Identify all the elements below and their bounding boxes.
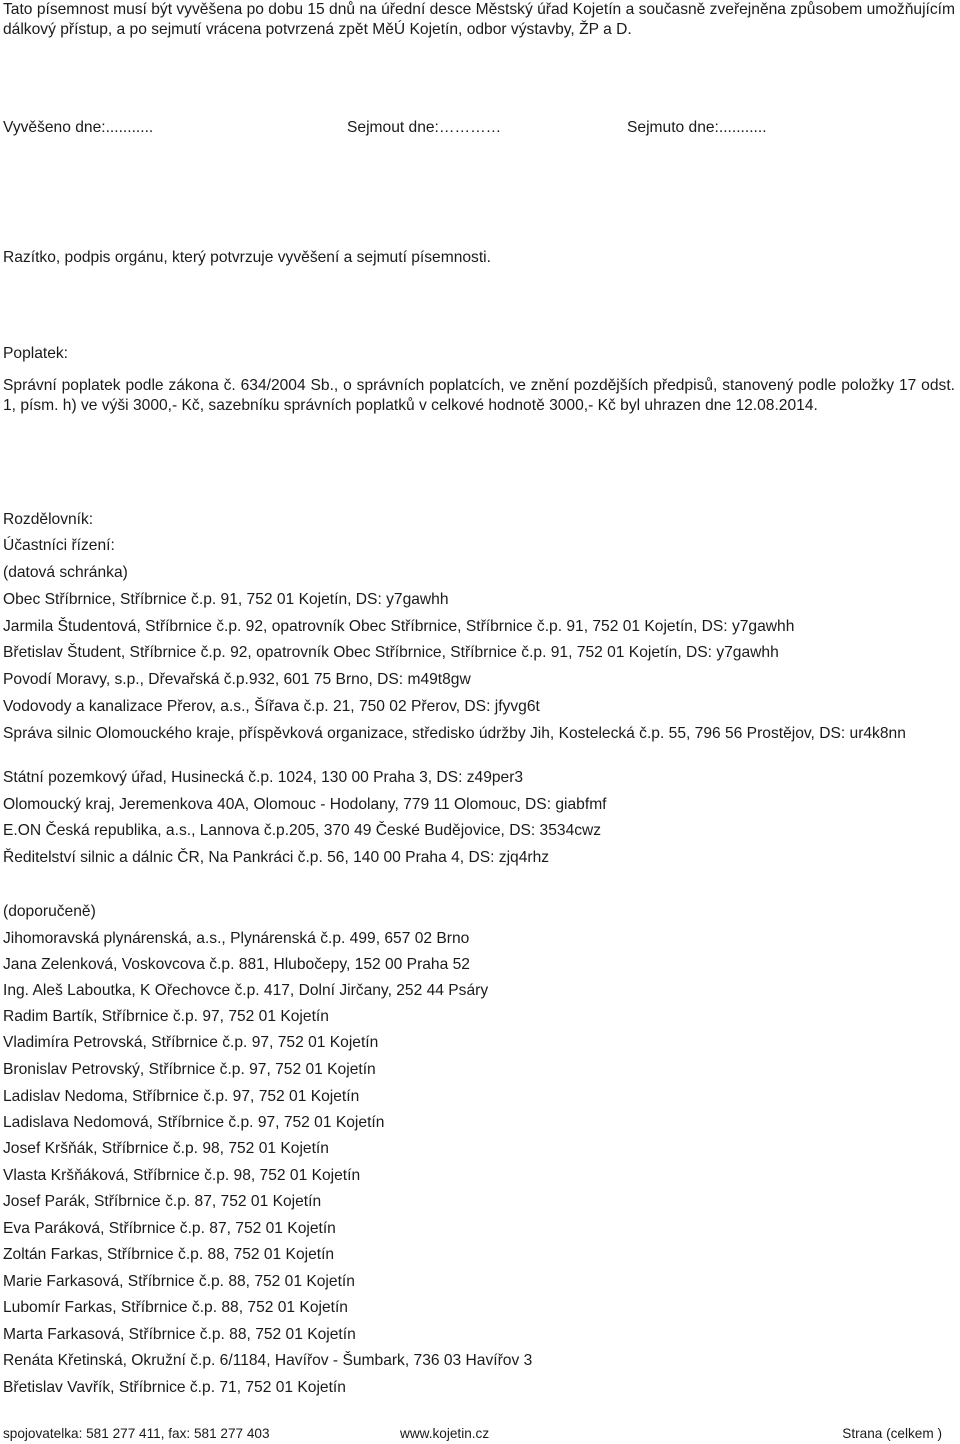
recipient-item: E.ON Česká republika, a.s., Lannova č.p.205, 370 49 České Budějovice, DS: 3534cwz <box>3 822 602 839</box>
recipient-item: Správa silnic Olomouckého kraje, příspěvková organizace, středisko údržby Jih, Kostelecká č.p. 55, 796 56 Prostějov, DS: ur4k8nn <box>3 725 906 742</box>
removed-date-field: Sejmuto dne:........... <box>627 119 767 136</box>
intro-paragraph: Tato písemnost musí být vyvěšena po dobu 15 dnů na úřední desce Městský úřad Kojetín a současně zveřejněna způsobem umožňujícím dálkový přístup, a po sejmutí vrácena potvrzená zpět MěÚ Kojetín, odbor výstavby, ŽP a D. <box>3 1 955 38</box>
recipient-item: Marie Farkasová, Stříbrnice č.p. 88, 752 01 Kojetín <box>3 1273 355 1290</box>
recipient-item: Ředitelství silnic a dálnic ČR, Na Pankráci č.p. 56, 140 00 Praha 4, DS: zjq4rhz <box>3 849 550 866</box>
footer-phone: spojovatelka: 581 277 411, fax: 581 277 403 <box>3 1426 270 1441</box>
distribution-heading: Rozdělovník: <box>3 511 94 528</box>
posted-date-field: Vyvěšeno dne:........... <box>3 119 154 136</box>
recipient-item: Břetislav Študent, Stříbrnice č.p. 92, opatrovník Obec Stříbrnice, Stříbrnice č.p. 91, 752 01 Kojetín, DS: y7gawhh <box>3 644 779 661</box>
fee-heading: Poplatek: <box>3 345 69 362</box>
remove-date-field: Sejmout dne:………… <box>347 119 502 136</box>
recipient-item: Vladimíra Petrovská, Stříbrnice č.p. 97, 752 01 Kojetín <box>3 1034 379 1051</box>
recipient-item: Ladislav Nedoma, Stříbrnice č.p. 97, 752 01 Kojetín <box>3 1088 360 1105</box>
recipient-item: Josef Parák, Stříbrnice č.p. 87, 752 01 Kojetín <box>3 1193 322 1210</box>
recipient-item: Radim Bartík, Stříbrnice č.p. 97, 752 01 Kojetín <box>3 1008 329 1025</box>
recipient-item: Ladislava Nedomová, Stříbrnice č.p. 97, 752 01 Kojetín <box>3 1114 385 1131</box>
recipient-item: Renáta Křetinská, Okružní č.p. 6/1184, Havířov - Šumbark, 736 03 Havířov 3 <box>3 1352 533 1369</box>
footer-page-number: Strana (celkem ) <box>842 1426 942 1441</box>
stamp-note: Razítko, podpis orgánu, který potvrzuje vyvěšení a sejmutí písemnosti. <box>3 249 491 266</box>
recipient-item: Marta Farkasová, Stříbrnice č.p. 88, 752 01 Kojetín <box>3 1326 356 1343</box>
recipient-item: Vlasta Kršňáková, Stříbrnice č.p. 98, 752 01 Kojetín <box>3 1167 361 1184</box>
registered-heading: (doporučeně) <box>3 903 96 920</box>
recipient-item: Bronislav Petrovský, Stříbrnice č.p. 97, 752 01 Kojetín <box>3 1061 376 1078</box>
data-box-heading: (datová schránka) <box>3 564 128 581</box>
recipient-item: Ing. Aleš Laboutka, K Ořechovce č.p. 417, Dolní Jirčany, 252 44 Psáry <box>3 982 489 999</box>
recipient-item: Obec Stříbrnice, Stříbrnice č.p. 91, 752 01 Kojetín, DS: y7gawhh <box>3 591 449 608</box>
recipient-item: Vodovody a kanalizace Přerov, a.s., Šířava č.p. 21, 750 02 Přerov, DS: jfyvg6t <box>3 698 540 715</box>
fee-paragraph: Správní poplatek podle zákona č. 634/2004 Sb., o správních poplatcích, ve znění pozdějších předpisů, stanovený podle položky 17 odst. 1, písm. h) ve výši 3000,- Kč, sazebníku správních poplatků v celkové hodnotě 3000,- Kč byl uhrazen dne 12.08.2014. <box>3 377 955 414</box>
participants-heading: Účastníci řízení: <box>3 537 115 554</box>
recipient-item: Jarmila Študentová, Stříbrnice č.p. 92, opatrovník Obec Stříbrnice, Stříbrnice č.p. 91, 752 01 Kojetín, DS: y7gawhh <box>3 618 795 635</box>
footer-website-link[interactable]: www.kojetin.cz <box>400 1426 490 1441</box>
recipient-item: Lubomír Farkas, Stříbrnice č.p. 88, 752 01 Kojetín <box>3 1299 348 1316</box>
recipient-item: Eva Paráková, Stříbrnice č.p. 87, 752 01 Kojetín <box>3 1220 336 1237</box>
recipient-item: Povodí Moravy, s.p., Dřevařská č.p.932, 601 75 Brno, DS: m49t8gw <box>3 671 471 688</box>
recipient-item: Jana Zelenková, Voskovcova č.p. 881, Hlubočepy, 152 00 Praha 52 <box>3 956 470 973</box>
recipient-item: Břetislav Vavřík, Stříbrnice č.p. 71, 752 01 Kojetín <box>3 1379 346 1396</box>
recipient-item: Jihomoravská plynárenská, a.s., Plynárenská č.p. 499, 657 02 Brno <box>3 930 470 947</box>
recipient-item: Zoltán Farkas, Stříbrnice č.p. 88, 752 01 Kojetín <box>3 1246 335 1263</box>
recipient-item: Olomoucký kraj, Jeremenkova 40A, Olomouc - Hodolany, 779 11 Olomouc, DS: giabfmf <box>3 796 607 813</box>
recipient-item: Josef Kršňák, Stříbrnice č.p. 98, 752 01 Kojetín <box>3 1140 329 1157</box>
recipient-item: Státní pozemkový úřad, Husinecká č.p. 1024, 130 00 Praha 3, DS: z49per3 <box>3 769 524 786</box>
